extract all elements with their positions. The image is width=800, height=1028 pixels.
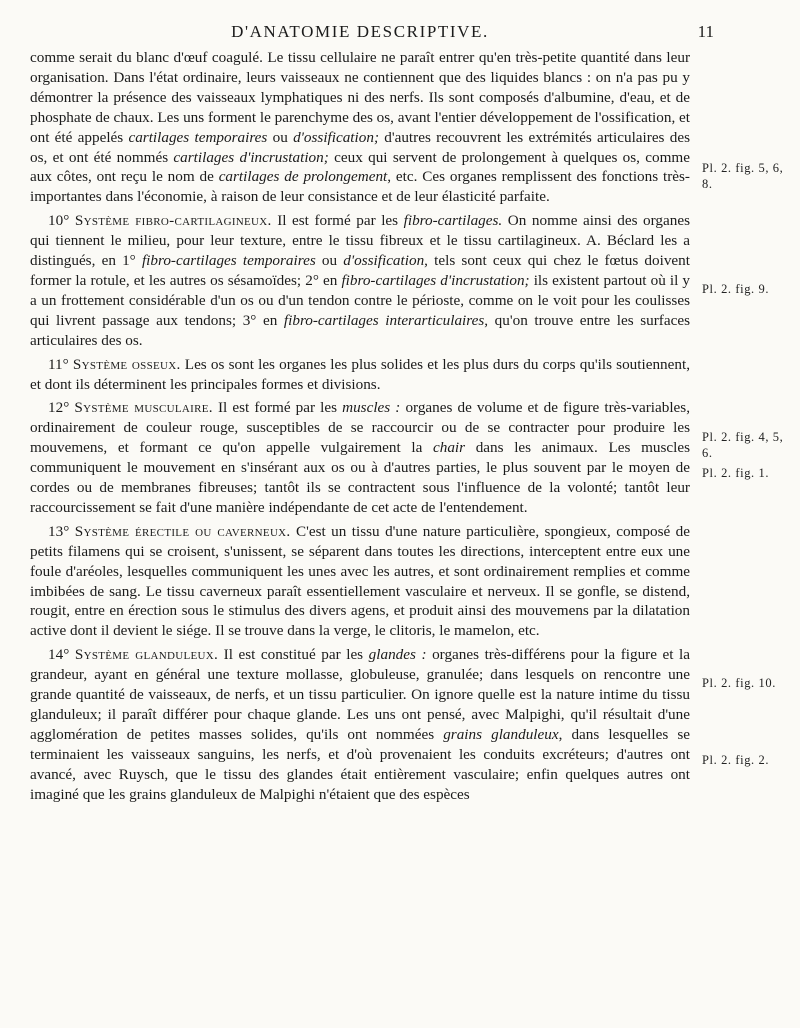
- text-run: Les os sont les organes les plus solides et les plus durs du corps qu'ils soutiennent, et dont ils déterminent les principales formes et divisions.: [30, 355, 690, 393]
- paragraph-systeme-osseux: [30, 355, 690, 395]
- text-run: C'est un tissu d'une nature particulière, spongieux, composé de petits filamens qui se croisent, s'unissent, se séparent dans toutes les directions, interceptent entre eux une foule d'aréoles, lesquelles communiquent les unes avec les autres, et sont ordinairement remplies et comme imbibées de sang. Le tissu caverneux paraît essentiellement vasculaire et nerveux. Il se gonfle, se distend, rougit, entre en érection sous le stimulus des divers agens, et produit ainsi des mouvemens par la dilatation active dont il devient le siége. Il se trouve dans la verge, le clitoris, le mamelon, etc.: [30, 522, 690, 640]
- italic-term: fibro-cartilages interarticulaires: [283, 311, 485, 329]
- text-run: organes de volume et de figure très-variables, ordinairement de couleur rouge, susceptibles de se raccourcir ou de se contracter pour produire les mouvemens, et formant ce qu'on appelle vulgairement la: [30, 399, 690, 457]
- italic-term: grains glanduleux: [443, 725, 559, 743]
- italic-term: chair: [433, 439, 466, 457]
- text-run: d'autres recouvrent les extrémités articulaires des os, et ont été nommés: [30, 128, 690, 166]
- section-heading: Système musculaire.: [74, 399, 213, 417]
- text-run: , dans lesquelles se terminaient les vaisseaux sanguins, les nerfs, et d'où provenaient les conduits excréteurs; d'autres ont avancé, avec Ruysch, que le tissu des glandes était entièrement vasculaire; enfin quelques autres ont imaginé que les grains glanduleux de Malpighi n'étaient que des espèces: [30, 725, 690, 803]
- section-heading: Système fibro-cartilagineux.: [74, 212, 272, 230]
- text-run: Il est formé par les: [212, 399, 343, 417]
- italic-term: fibro-cartilages d'incrustation;: [341, 271, 530, 289]
- section-heading: Système glanduleux.: [74, 646, 219, 664]
- running-head: [30, 20, 714, 44]
- section-heading: Système osseux.: [72, 355, 181, 373]
- italic-term: d'ossification;: [293, 128, 379, 146]
- margin-note-plate-reference: Pl. 2. fig. 5, 6, 8.: [702, 161, 784, 191]
- italic-term: d'ossification: [343, 252, 425, 270]
- running-title: D'ANATOMIE DESCRIPTIVE.: [231, 22, 489, 41]
- section-heading: Système érectile ou caverneux.: [74, 522, 291, 540]
- italic-term: fibro-cartilages temporaires: [141, 252, 316, 270]
- text-run: Il est formé par les: [271, 212, 404, 230]
- paragraph-continuation: [30, 48, 690, 207]
- margin-note-plate-reference: Pl. 2. fig. 1.: [702, 466, 770, 480]
- text-run: On nomme ainsi des organes qui tiennent le milieu, pour leur texture, entre le tissu fibreux et le tissu cartilagineux. A. Béclard les a distingués, en 1°: [30, 212, 690, 270]
- paragraph-systeme-musculaire: [30, 398, 690, 517]
- paragraph-systeme-erectile: [30, 522, 690, 641]
- text-run: comme serait du blanc d'œuf coagulé. Le tissu cellulaire ne paraît entrer qu'en très-petite quantité dans leur organisation. Dans l'état ordinaire, leurs vaisseaux ne contiennent que des liquides blancs : on n'a pas pu y démontrer la présence des vaisseaux lymphatiques ni des nerfs. Ils sont composés d'albumine, d'eau, et de phosphate de chaux. Les uns forment le parenchyme des os, avant l'entier développement de l'ossification, et ont été appelés: [30, 49, 691, 146]
- margin-note-plate-reference: Pl. 2. fig. 2.: [702, 753, 770, 767]
- body-text: [30, 48, 690, 809]
- text-run: ceux qui servent de prolongement à quelques os, comme aux côtes, ont reçu le nom de: [30, 148, 690, 186]
- text-run: , qu'on trouve entre les surfaces articulaires des os.: [30, 311, 690, 349]
- text-run: Il est constitué par les: [218, 646, 369, 664]
- paragraph-systeme-glanduleux: [30, 645, 690, 804]
- text-run: 10°: [48, 212, 75, 230]
- margin-note-plate-reference: Pl. 2. fig. 10.: [702, 676, 776, 690]
- italic-term: fibro-cartilages.: [403, 212, 503, 230]
- text-run: , tels sont ceux qui chez le fœtus doivent former la rotule, et les autres os sésamoïdes; 2° en: [30, 252, 690, 289]
- italic-term: muscles :: [342, 399, 401, 417]
- italic-term: cartilages temporaires: [128, 128, 268, 146]
- text-run: ou: [267, 128, 294, 146]
- text-run: , etc. Ces organes remplissent des fonctions très-importantes dans l'économie, à raison de leur consistance et de leur élasticité parfaite.: [30, 168, 690, 206]
- text-run: dans les animaux. Les muscles communiquent le mouvement en s'insérant aux os ou à d'autres parties, le plus souvent par le moyen de cordes ou de membranes fibreuses; tantôt ils se contractent sous l'influence de la volonté; tantôt leur raccourcissement se fait d'une manière indépendante de cet acte de l'entendement.: [30, 439, 690, 516]
- text-run: 11°: [48, 355, 73, 373]
- italic-term: cartilages de prolongement: [218, 168, 388, 186]
- italic-term: glandes :: [368, 646, 427, 664]
- text-run: ou: [315, 252, 344, 270]
- page-number: 11: [697, 22, 714, 41]
- text-run: 13°: [48, 522, 75, 540]
- italic-term: cartilages d'incrustation;: [173, 148, 329, 166]
- paragraph-systeme-fibro-cartilagineux: [30, 211, 690, 350]
- text-run: 12°: [48, 399, 75, 417]
- text-run: organes très-différens pour la figure et la grandeur, ayant en général une texture mollasse, globuleuse, granulée; dans lesquels on rencontre une grande quantité de vaisseaux, de nerfs, et un tissu particulier. On ignore quelle est la nature intime du tissu glanduleux; il paraît différer pour chaque glande. Les uns ont pensé, avec Malpighi, qu'il résultait d'une agglomération de petites masses solides, qu'ils ont nommées: [30, 646, 691, 743]
- margin-note-plate-reference: Pl. 2. fig. 4, 5, 6.: [702, 430, 784, 460]
- margin-note-plate-reference: Pl. 2. fig. 9.: [702, 282, 770, 296]
- text-run: 14°: [48, 646, 75, 664]
- text-run: ils existent partout où il y a un frottement considérable d'un os ou d'un tendon contre le périoste, comme on le voit pour les coulisses qui livrent passage aux tendons; 3° en: [30, 271, 691, 329]
